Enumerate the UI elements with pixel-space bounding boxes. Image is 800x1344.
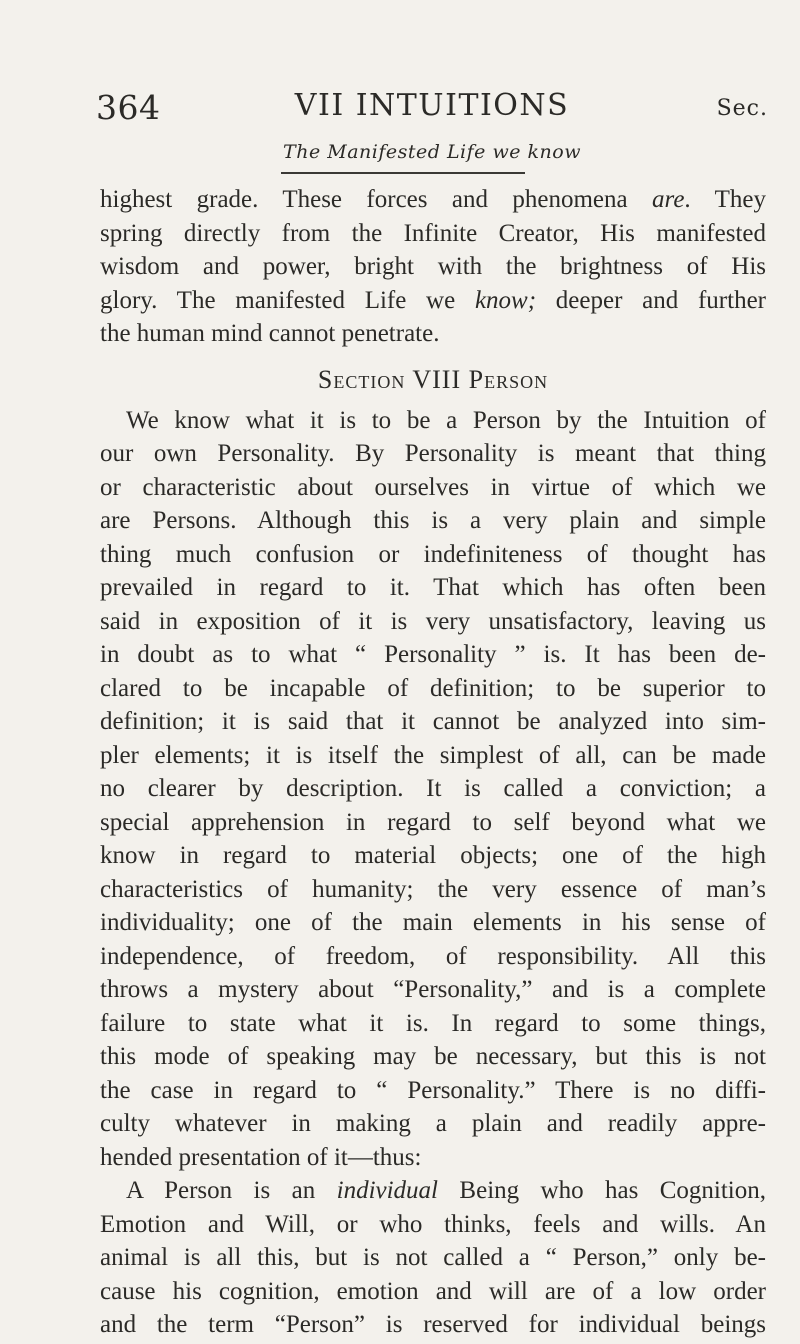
body-text — [100, 183, 766, 1342]
text-line: the case in regard to “ Personality.” There is no diffi- — [100, 1076, 766, 1104]
header-rule — [281, 172, 525, 174]
text-line: know in regard to material objects; one of the high — [100, 842, 766, 869]
text-line: animal is all this, but is not called a “ Person,” only be- — [100, 1244, 766, 1271]
text-line: no clearer by description. It is called a conviction; a — [100, 775, 766, 802]
text-line: A Person is an individual Being who has Cognition, — [126, 1177, 766, 1204]
text-line: highest grade. These forces and phenomena are. They — [100, 186, 766, 213]
chapter-title: VII INTUITIONS — [294, 88, 570, 123]
running-head — [96, 88, 768, 136]
text-line: our own Personality. By Personality is meant that thing — [100, 440, 766, 467]
section-label: Sec. — [716, 96, 768, 121]
text-line: cause his cognition, emotion and will are of a low order — [100, 1277, 766, 1305]
text-line: or characteristic about ourselves in virtue of which we — [100, 473, 766, 501]
text-line: Emotion and Will, or who thinks, feels and wills. An — [100, 1210, 766, 1238]
running-subtitle: The Manifested Life we know — [283, 141, 581, 163]
text-line: spring directly from the Infinite Creator, His manifested — [100, 219, 766, 247]
text-line: failure to state what it is. In regard to some things, — [100, 1009, 766, 1037]
text-line: characteristics of humanity; the very essence of man’s — [100, 875, 766, 903]
text-line: wisdom and power, bright with the brightness of His — [100, 253, 766, 280]
page-number: 364 — [96, 88, 161, 127]
text-line: glory. The manifested Life we know; deeper and further — [100, 286, 766, 314]
text-line: the human mind cannot penetrate. — [100, 320, 440, 347]
text-line: said in exposition of it is very unsatisfactory, leaving us — [100, 607, 766, 635]
text-line: individuality; one of the main elements in his sense of — [100, 909, 766, 936]
text-line: this mode of speaking may be necessary, but this is not — [100, 1043, 766, 1070]
text-line: We know what it is to be a Person by the Intuition of — [126, 406, 766, 434]
text-line: hended presentation of it—thus: — [100, 1143, 422, 1171]
text-line: independence, of freedom, of responsibility. All this — [100, 942, 766, 970]
text-line: in doubt as to what “ Personality ” is. It has been de- — [100, 641, 766, 668]
text-line: prevailed in regard to it. That which has often been — [100, 574, 766, 601]
text-line: clared to be incapable of definition; to be superior to — [100, 674, 766, 702]
text-line: pler elements; it is itself the simplest of all, can be made — [100, 741, 766, 769]
text-line: thing much confusion or indefiniteness of thought has — [100, 540, 766, 568]
text-line: special apprehension in regard to self beyond what we — [100, 808, 766, 836]
section-heading: Section VIII Person — [317, 364, 549, 394]
text-line: throws a mystery about “Personality,” and is a complete — [100, 976, 766, 1003]
text-line: culty whatever in making a plain and readily appre- — [100, 1110, 766, 1137]
text-line: definition; it is said that it cannot be analyzed into sim- — [100, 708, 766, 735]
text-line: and the term “Person” is reserved for individual beings — [100, 1311, 766, 1338]
text-line: are Persons. Although this is a very plain and simple — [100, 507, 766, 534]
